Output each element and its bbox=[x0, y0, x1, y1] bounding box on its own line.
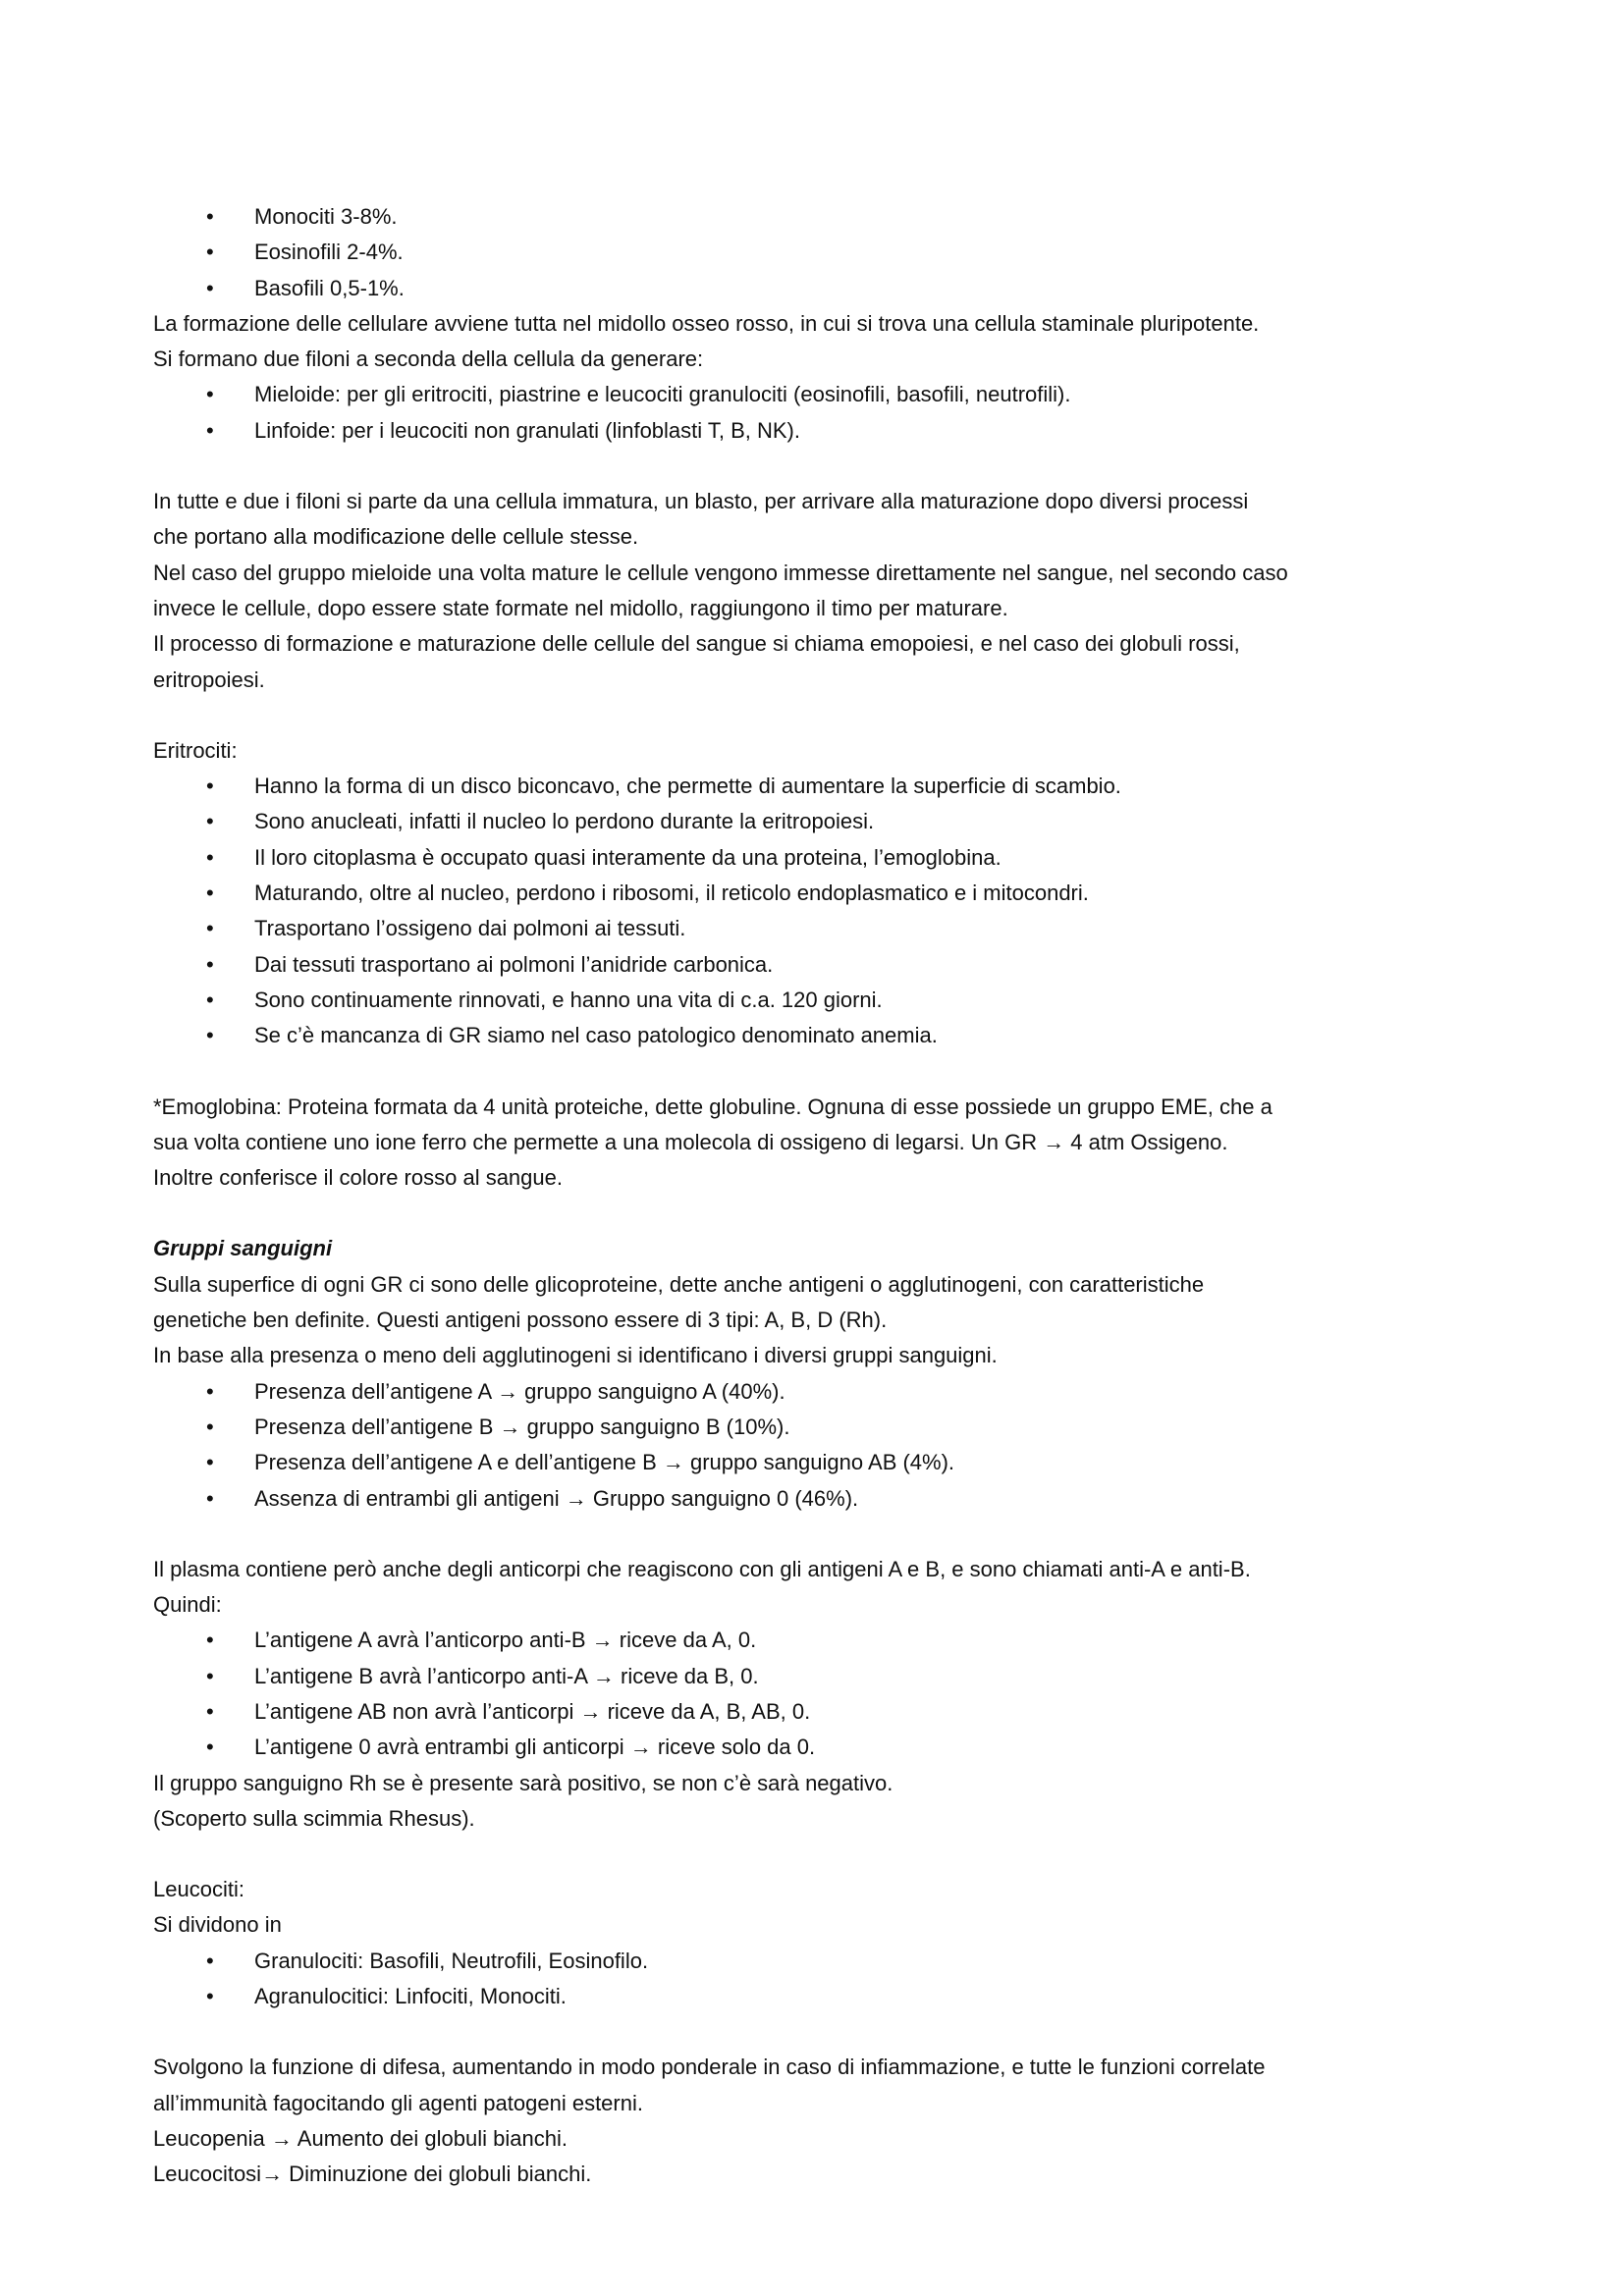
paragraph-line: all’immunità fagocitando gli agenti patogeni esterni. bbox=[153, 2090, 643, 2115]
anticorpi-list bbox=[153, 1623, 1508, 1765]
paragraph-line: (Scoperto sulla scimmia Rhesus). bbox=[153, 1805, 475, 1831]
section-title-gruppi-sanguigni: Gruppi sanguigni bbox=[153, 1236, 333, 1261]
paragraph-line: Svolgono la funzione di difesa, aumentando in modo ponderale in caso di infiammazione, e tutte le funzioni correlate bbox=[153, 2055, 1266, 2080]
list-item: • Trasportano l’ossigeno dai polmoni ai tessuti. bbox=[153, 911, 1508, 946]
spacer bbox=[153, 449, 1508, 484]
filoni-list bbox=[153, 377, 1508, 449]
paragraph-line: sua volta contiene uno ione ferro che permette a una molecola di ossigeno di legarsi. Un GR → 4 atm Ossigeno. bbox=[153, 1129, 1228, 1154]
percentuali-list bbox=[153, 199, 1508, 306]
spacer bbox=[153, 1196, 1508, 1231]
paragraph-line: Si dividono in bbox=[153, 1912, 282, 1938]
paragraph-line: eritropoiesi. bbox=[153, 667, 265, 692]
list-item: • L’antigene A avrà l’anticorpo anti-B → riceve da A, 0. bbox=[153, 1623, 1508, 1658]
paragraph-line: Sulla superfice di ogni GR ci sono delle glicoproteine, dette anche antigeni o agglutinogeni, con caratteristiche bbox=[153, 1271, 1205, 1297]
list-item: • Hanno la forma di un disco biconcavo, che permette di aumentare la superficie di scambio. bbox=[153, 769, 1508, 804]
list-item: • L’antigene AB non avrà l’anticorpi → riceve da A, B, AB, 0. bbox=[153, 1694, 1508, 1730]
paragraph-line: Inoltre conferisce il colore rosso al sangue. bbox=[153, 1165, 563, 1191]
paragraph-line: Il plasma contiene però anche degli anticorpi che reagiscono con gli antigeni A e B, e sono chiamati anti-A e anti-B. bbox=[153, 1556, 1251, 1581]
document-page bbox=[153, 199, 1508, 2193]
paragraph-line: Si formano due filoni a seconda della cellula da generare: bbox=[153, 347, 704, 372]
list-item: • Monociti 3-8%. bbox=[153, 199, 1508, 235]
spacer bbox=[153, 1837, 1508, 1872]
paragraph-line: Leucocitosi→ Diminuzione dei globuli bianchi. bbox=[153, 2162, 592, 2187]
list-item: • Il loro citoplasma è occupato quasi interamente da una proteina, l’emoglobina. bbox=[153, 840, 1508, 876]
list-item: • Sono anucleati, infatti il nucleo lo perdono durante la eritropoiesi. bbox=[153, 804, 1508, 839]
spacer bbox=[153, 1054, 1508, 1090]
list-item: • Dai tessuti trasportano ai polmoni l’anidride carbonica. bbox=[153, 947, 1508, 983]
list-item: • Agranulocitici: Linfociti, Monociti. bbox=[153, 1979, 1508, 2014]
list-item: • Mieloide: per gli eritrociti, piastrine e leucociti granulociti (eosinofili, basofili, neutrofili). bbox=[153, 377, 1508, 412]
paragraph-line: In base alla presenza o meno deli agglutinogeni si identificano i diversi gruppi sanguigni. bbox=[153, 1343, 998, 1368]
list-item: • Granulociti: Basofili, Neutrofili, Eosinofilo. bbox=[153, 1944, 1508, 1979]
list-item: • L’antigene B avrà l’anticorpo anti-A → riceve da B, 0. bbox=[153, 1659, 1508, 1694]
paragraph-line: invece le cellule, dopo essere state formate nel midollo, raggiungono il timo per maturare. bbox=[153, 595, 1008, 620]
paragraph-line: Leucopenia → Aumento dei globuli bianchi. bbox=[153, 2125, 568, 2151]
paragraph-line: genetiche ben definite. Questi antigeni possono essere di 3 tipi: A, B, D (Rh). bbox=[153, 1308, 888, 1333]
section-title-eritrociti: Eritrociti: bbox=[153, 737, 238, 763]
paragraph-line: *Emoglobina: Proteina formata da 4 unità proteiche, dette globuline. Ognuna di esse possiede un gruppo EME, che a bbox=[153, 1094, 1272, 1119]
spacer bbox=[153, 698, 1508, 733]
list-item: • Presenza dell’antigene A e dell’antigene B → gruppo sanguigno AB (4%). bbox=[153, 1445, 1508, 1480]
eritrociti-list bbox=[153, 769, 1508, 1053]
list-item: • Eosinofili 2-4%. bbox=[153, 235, 1508, 270]
list-item: • L’antigene 0 avrà entrambi gli anticorpi → riceve solo da 0. bbox=[153, 1730, 1508, 1765]
paragraph-line: Il processo di formazione e maturazione delle cellule del sangue si chiama emopoiesi, e nel caso dei globuli rossi, bbox=[153, 631, 1240, 657]
spacer bbox=[153, 2014, 1508, 2050]
list-item: • Sono continuamente rinnovati, e hanno una vita di c.a. 120 giorni. bbox=[153, 983, 1508, 1018]
paragraph-line: che portano alla modificazione delle cellule stesse. bbox=[153, 524, 639, 550]
paragraph-line: In tutte e due i filoni si parte da una cellula immatura, un blasto, per arrivare alla maturazione dopo diversi processi bbox=[153, 489, 1249, 514]
list-item: • Maturando, oltre al nucleo, perdono i ribosomi, il reticolo endoplasmatico e i mitocondri. bbox=[153, 876, 1508, 911]
paragraph-line: Il gruppo sanguigno Rh se è presente sarà positivo, se non c’è sarà negativo. bbox=[153, 1770, 893, 1795]
list-item: • Se c’è mancanza di GR siamo nel caso patologico denominato anemia. bbox=[153, 1018, 1508, 1053]
list-item: • Linfoide: per i leucociti non granulati (linfoblasti T, B, NK). bbox=[153, 413, 1508, 449]
list-item: • Presenza dell’antigene B → gruppo sanguigno B (10%). bbox=[153, 1410, 1508, 1445]
list-item: • Basofili 0,5-1%. bbox=[153, 271, 1508, 306]
leucociti-list bbox=[153, 1944, 1508, 2015]
gruppi-list bbox=[153, 1374, 1508, 1517]
section-title-leucociti: Leucociti: bbox=[153, 1877, 244, 1902]
paragraph-line: Nel caso del gruppo mieloide una volta mature le cellule vengono immesse direttamente nel sangue, nel secondo caso bbox=[153, 560, 1288, 585]
spacer bbox=[153, 1517, 1508, 1552]
paragraph-line: Quindi: bbox=[153, 1592, 222, 1618]
paragraph-line: La formazione delle cellulare avviene tutta nel midollo osseo rosso, in cui si trova una cellula staminale pluripotente. bbox=[153, 310, 1260, 336]
list-item: • Presenza dell’antigene A → gruppo sanguigno A (40%). bbox=[153, 1374, 1508, 1410]
list-item: • Assenza di entrambi gli antigeni → Gruppo sanguigno 0 (46%). bbox=[153, 1481, 1508, 1517]
